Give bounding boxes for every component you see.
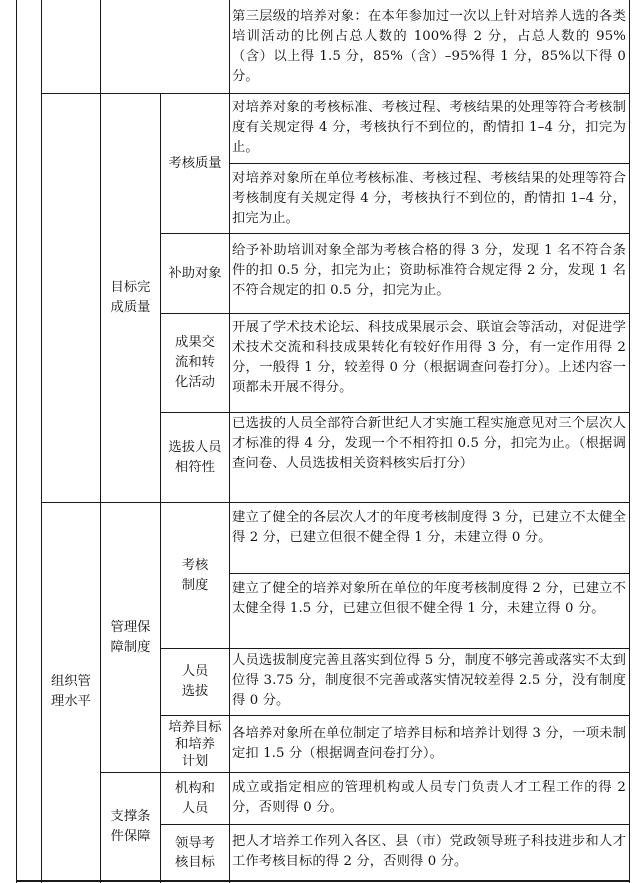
- criteria-c7: 建立了健全的各层次人才的年度考核制度得 3 分，已建立不太健全得 2 分，已建立但很不健全得 1 分，未建立得 0 分。: [232, 510, 626, 545]
- criteria-c4: 给予补助培训对象全部为考核合格的得 3 分，发现 1 名不符合条件的扣 0.5 分，扣完为止；资助标准符合规定得 2 分，发现 1 名不符合规定的扣 0.5 分，扣完为止。: [232, 243, 626, 298]
- hline-c2-c3: [229, 163, 630, 164]
- criteria-c9: 人员选拔制度完善且落实到位得 5 分，制度不够完善或落实不太到位得 3.75 分，制度很不完善或落实情况较差得 2.5 分，没有制度得 0 分。: [232, 653, 626, 708]
- vline-outer-left: [16, 0, 17, 883]
- level3-subsidy: 补助对象: [168, 265, 222, 281]
- criteria-c12: 把人才培养工作列入各区、县（市）党政领导班子科技进步和人才工作考核目标的得 2 分，否则得 0 分。: [232, 834, 626, 869]
- criteria-c10: 各培养对象所在单位制定了培养目标和培养计划得 3 分，一项未制定扣 1.5 分（根据调查问卷打分）。: [232, 726, 626, 761]
- hline-targets-top: [160, 715, 630, 716]
- hline-c7-c8: [229, 573, 630, 574]
- criteria-c1: 第三层级的培养对象：在本年参加过一次以上针对培养人选的各类培训活动的比例占总人数的 100%得 2 分，占总人数的 95%（含）以上得 1.5 分，85%（含）–95%得 1 分，85%以下得 0 分。: [232, 9, 626, 84]
- hline-leader-top: [160, 824, 630, 825]
- level3-org-staff: 机构和 人员: [175, 780, 215, 816]
- criteria-c2: 对培养对象的考核标准、考核过程、考核结果的处理等符合考核制度有关规定得 4 分，考核执行不到位的，酌情扣 1–4 分，扣完为止。: [232, 100, 626, 155]
- vline-outer-right: [629, 0, 630, 883]
- level3-results: 成果交 流和转 化活动: [175, 335, 215, 390]
- level3-targets: 培养目标 和培养 计划: [168, 719, 222, 769]
- hline-subsidy-top: [160, 233, 630, 234]
- criteria-c11: 成立或指定相应的管理机构或人员专门负责人才工程工作的得 2 分，否则得 0 分。: [232, 780, 626, 815]
- level2-mgmt: 管理保 障制度: [110, 619, 151, 655]
- level3-leader: 领导考 核目标: [175, 835, 215, 870]
- hline-results-top: [160, 313, 630, 314]
- hline-bottom: [16, 880, 630, 882]
- level3-personnel: 人员 选拔: [181, 664, 209, 699]
- criteria-c5: 开展了学术技术论坛、科技成果展示会、联谊会等活动，对促进学术技术交流和科技成果转化有较好作用得 3 分，有一定作用得 2 分，一般得 1 分，较差得 0 分（根据调查问卷打分）。上述内容一项都未开展不得分。: [232, 320, 626, 395]
- criteria-c8: 建立了健全的培养对象所在单位的年度考核制度得 2 分，已建立不太健全得 1.5 分，已建立但很不健全得 1 分，未建立得 0 分。: [232, 581, 626, 616]
- criteria-c6: 已选拔的人员全部符合新世纪人才实施工程实施意见对三个层次人才标准的得 4 分，发现一个不相符扣 0.5 分，扣完为止。（根据调查问卷、人员选拔相关资料核实后打分）: [232, 416, 626, 471]
- criteria-c3: 对培养对象所在单位考核标准、考核过程、考核结果的处理等符合考核制度有关规定得 4 分，考核执行不到位的，酌情扣 1–4 分，扣完为止。: [232, 171, 626, 226]
- level1-org: 组织管 理水平: [51, 673, 91, 709]
- level2-goal: 目标完 成质量: [110, 280, 151, 315]
- vline-criteria: [229, 0, 230, 883]
- level2-support: 支撑条 件保障: [110, 808, 151, 844]
- level3-selection: 选拔人员 相符性: [168, 439, 222, 475]
- hline-selection-top: [160, 412, 630, 413]
- level3-assess-system: 考核 制度: [181, 557, 209, 593]
- level3-assess-quality: 考核质量: [168, 155, 222, 171]
- hline-personnel-top: [160, 648, 630, 649]
